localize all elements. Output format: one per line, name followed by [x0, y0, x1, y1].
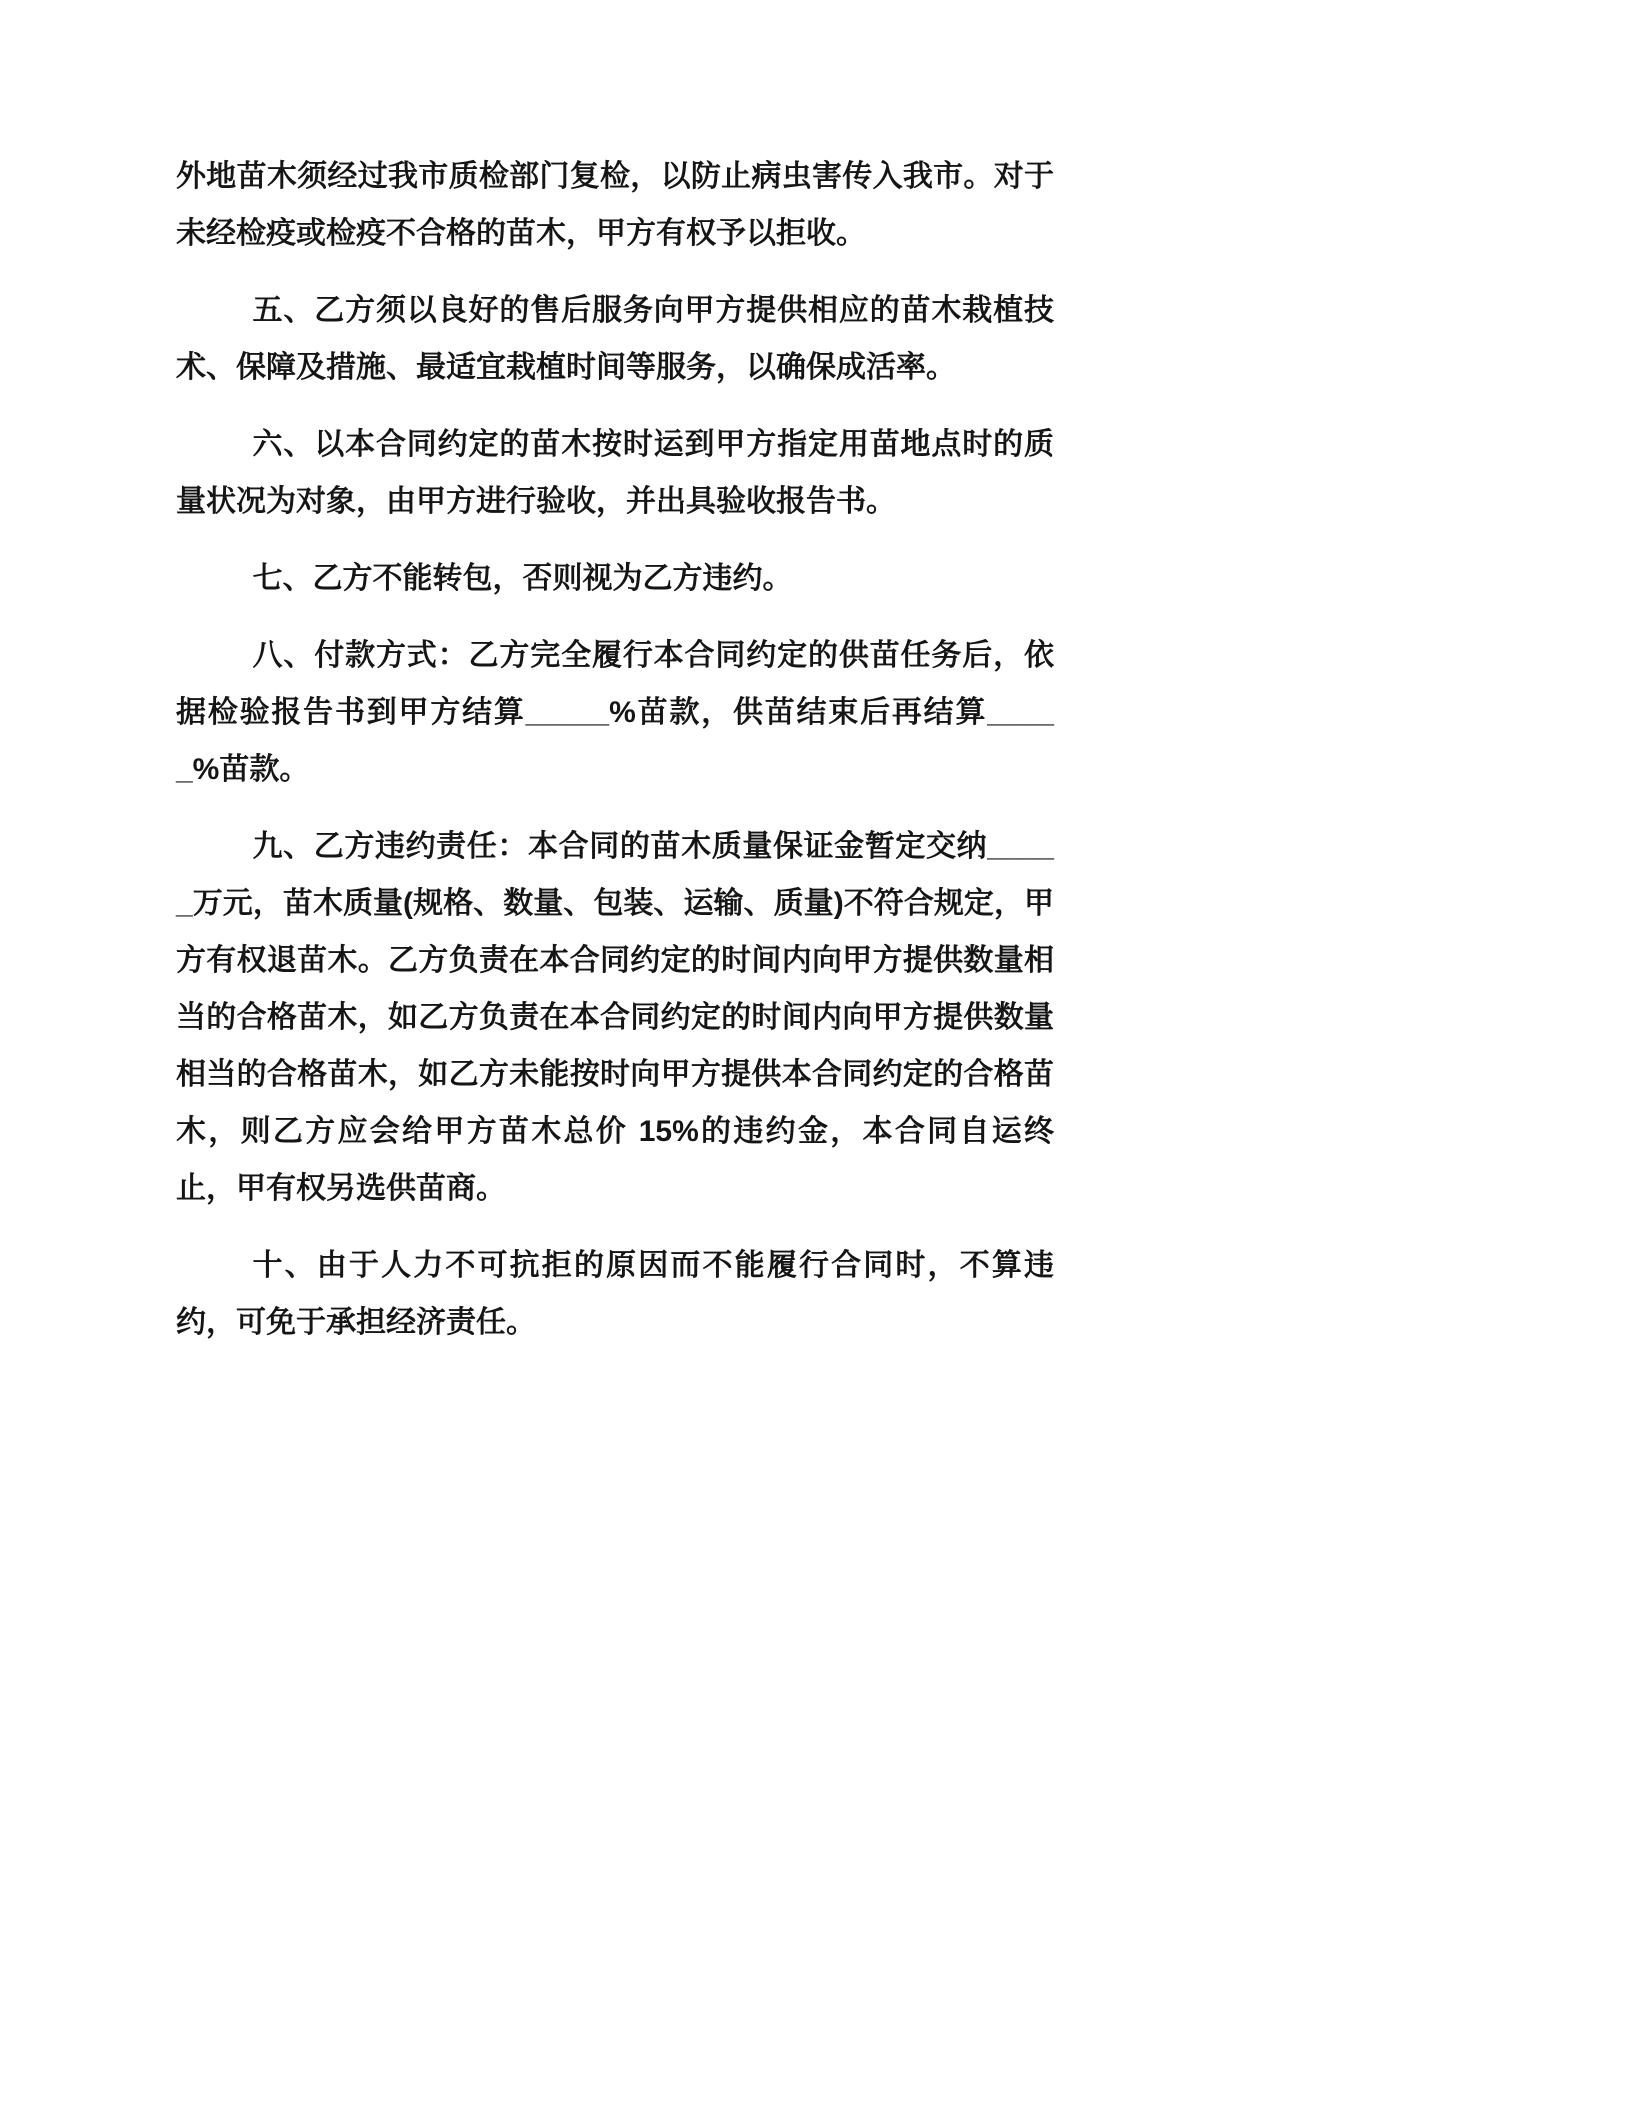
paragraph-clause10: 十、由于人力不可抗拒的原因而不能履行合同时，不算违约，可免于承担经济责任。 — [176, 1249, 1054, 1339]
paragraph-clause8: 八、付款方式：乙方完全履行本合同约定的供苗任务后，依据检验报告书到甲方结算_____%苗款，供苗结束后再结算_____%苗款。 — [176, 639, 1054, 786]
paragraph-clause6: 六、以本合同约定的苗木按时运到甲方指定用苗地点时的质量状况为对象，由甲方进行验收，并出具验收报告书。 — [176, 428, 1054, 518]
document-body — [176, 148, 1054, 1351]
paragraph-clause9: 九、乙方违约责任：本合同的苗木质量保证金暂定交纳_____万元，苗木质量(规格、数量、包装、运输、质量)不符合规定，甲方有权退苗木。乙方负责在本合同约定的时间内向甲方提供数量相当的合格苗木，如乙方负责在本合同约定的时间内向甲方提供数量相当的合格苗木，如乙方未能按时向甲方提供本合同约定的合格苗木，则乙方应会给甲方苗木总价 15%的违约金，本合同自运终止，甲有权另选供苗商。 — [176, 830, 1054, 1205]
paragraph-clause7: 七、乙方不能转包，否则视为乙方违约。 — [252, 562, 793, 595]
paragraph-continuation-clause4: 外地苗木须经过我市质检部门复检，以防止病虫害传入我市。对于未经检疫或检疫不合格的苗木，甲方有权予以拒收。 — [176, 160, 1054, 250]
paragraph-clause5: 五、乙方须以良好的售后服务向甲方提供相应的苗木栽植技术、保障及措施、最适宜栽植时间等服务，以确保成活率。 — [176, 294, 1054, 384]
